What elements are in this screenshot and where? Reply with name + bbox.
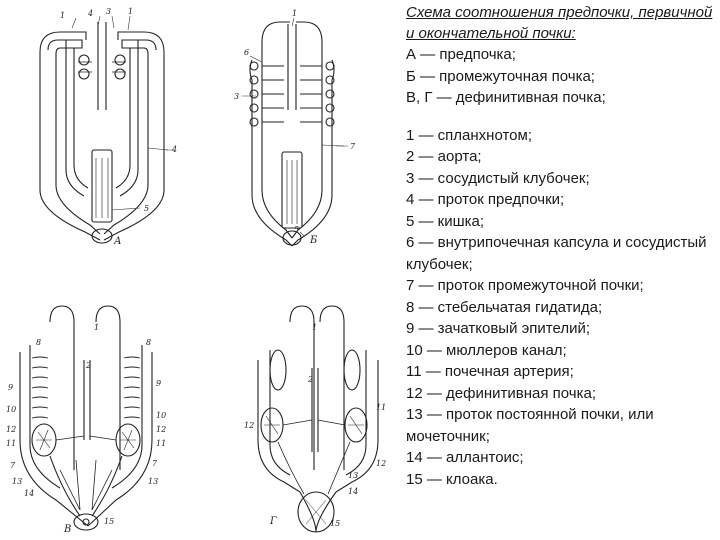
legend-item: 4 — проток предпочки; — [406, 191, 565, 208]
label-g-12l: 12 — [244, 421, 255, 430]
label-b-7: 7 — [350, 142, 356, 151]
legend-item: 8 — стебельчатая гидатида; — [406, 298, 603, 316]
legend-item: 3 — сосудистый клубочек; — [406, 169, 590, 187]
label-v-1: 1 — [94, 323, 100, 332]
legend-item: 9 — зачатковый эпителий; — [406, 320, 591, 337]
panel-letter-b: Б — [310, 235, 318, 246]
legend-item: 15 — клоака. — [406, 470, 498, 488]
legend-item: 12 — дефинитивная почка; — [406, 384, 596, 402]
label-b-1: 1 — [292, 9, 298, 18]
panel-letter-a: А — [114, 236, 122, 247]
caption-spacer — [406, 109, 716, 125]
caption-title: Схема соотношения предпочки, первичной и окончательной почки: — [406, 4, 713, 42]
label-v-13l: 13 — [12, 477, 23, 486]
label-a-1: 1 — [60, 11, 66, 20]
label-v-7l: 7 — [10, 461, 16, 470]
panel-letter-g: Г — [270, 516, 277, 527]
panel-letter-v: В — [64, 524, 72, 535]
caption-panel-b: Б — промежуточная почка; — [406, 67, 595, 85]
legend-item: 2 — аорта; — [406, 148, 482, 165]
label-g-1: 1 — [312, 323, 318, 332]
label-v-14: 14 — [24, 489, 35, 498]
legend-item: 11 — почечная артерия; — [406, 363, 574, 380]
label-g-14: 14 — [348, 487, 359, 496]
caption-panel-vg: В, Г — дефинитивная почка; — [406, 89, 606, 106]
legend-item: 13 — проток постоянной почки, или мочеточник; — [406, 406, 654, 445]
label-b-3: 3 — [234, 92, 240, 101]
label-b-5: 5 — [294, 225, 300, 234]
legend-item: 7 — проток промежуточной почки; — [406, 277, 644, 294]
panel-b-drawing — [250, 22, 344, 246]
label-v-9r: 9 — [156, 379, 162, 388]
label-a-4: 4 — [88, 9, 94, 18]
label-a-1b: 1 — [128, 7, 134, 16]
label-v-13r: 13 — [148, 477, 159, 486]
label-b-6: 6 — [244, 48, 250, 57]
legend-item: 6 — внутрипочечная капсула и сосудистый клубочек; — [406, 234, 707, 273]
label-a-3: 3 — [106, 7, 112, 16]
label-v-12l: 12 — [6, 425, 17, 434]
label-v-2: 2 — [86, 361, 92, 370]
label-g-2: 2 — [308, 375, 314, 384]
label-g-12r: 12 — [376, 459, 387, 468]
label-v-8r: 8 — [146, 338, 152, 347]
legend-item: 14 — аллантоис; — [406, 449, 524, 466]
label-v-11l: 11 — [6, 439, 17, 448]
label-g-13: 13 — [348, 471, 359, 480]
label-a-5: 5 — [144, 204, 150, 213]
label-v-9l: 9 — [8, 383, 14, 392]
label-v-12r: 12 — [156, 425, 167, 434]
legend-item: 10 — мюллеров канал; — [406, 341, 567, 359]
label-g-15: 15 — [330, 519, 341, 528]
panel-g-drawing — [258, 306, 378, 532]
label-a-4b: 4 — [172, 145, 178, 154]
label-v-7r: 7 — [152, 459, 158, 468]
legend-item: 1 — спланхнотом; — [406, 126, 532, 144]
label-v-10l: 10 — [6, 405, 17, 414]
label-v-11r: 11 — [156, 439, 167, 448]
label-g-11: 11 — [376, 403, 387, 412]
label-v-8l: 8 — [36, 338, 42, 347]
caption-panel-a: А — предпочка; — [406, 46, 516, 63]
legend-item: 5 — кишка; — [406, 212, 485, 230]
label-v-10r: 10 — [156, 411, 167, 420]
figure-caption — [406, 2, 716, 490]
label-v-15: 15 — [104, 517, 115, 526]
